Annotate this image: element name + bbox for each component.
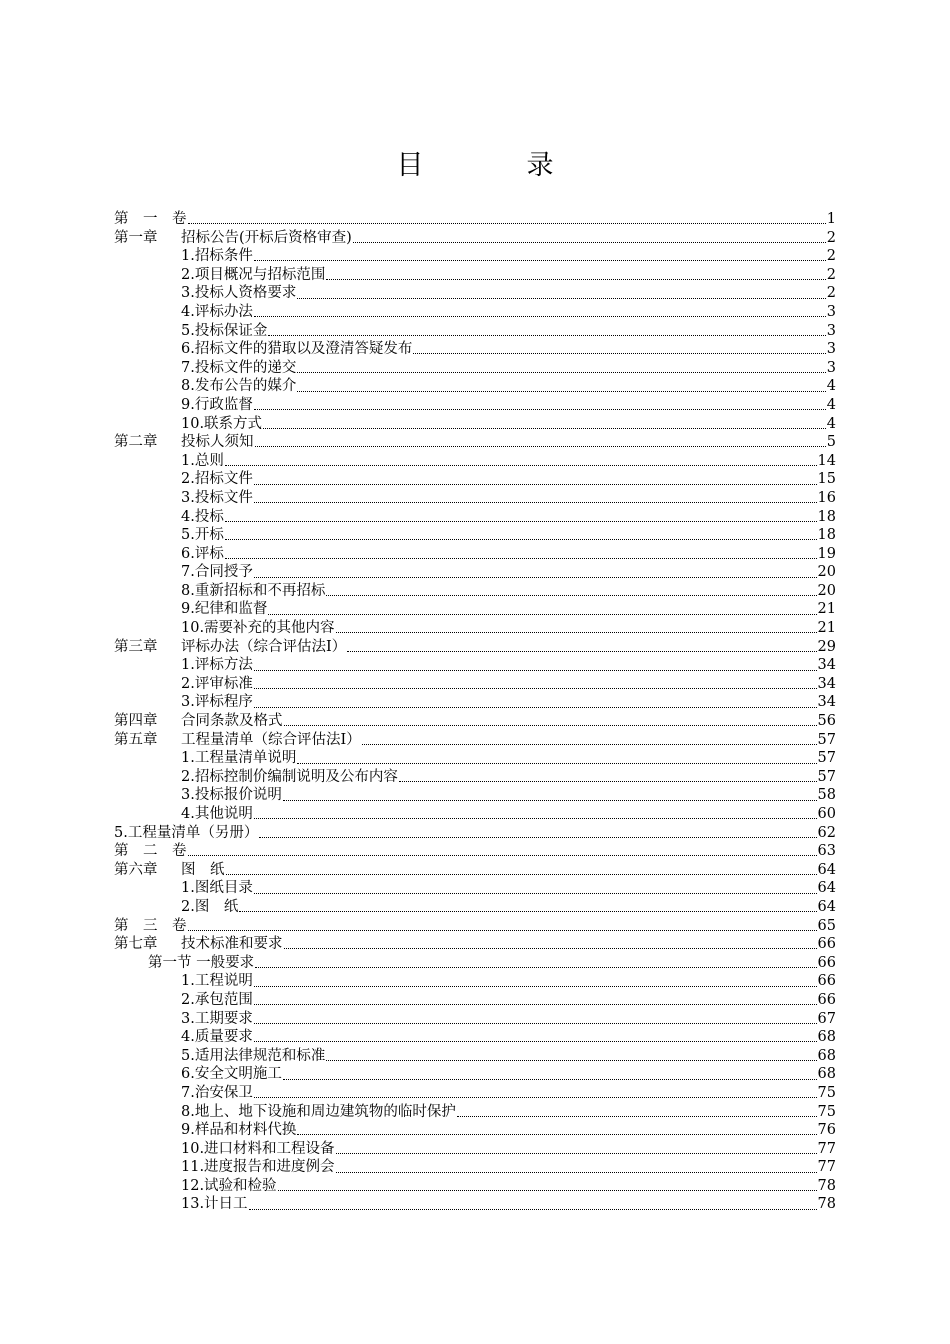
dot-leader [255,957,816,969]
toc-page-number: 57 [817,731,836,748]
dot-leader [268,604,816,616]
toc-entry-title: 2.评审标准 [181,675,253,692]
toc-entry[interactable] [114,1158,836,1177]
toc-entry-label [181,693,253,712]
toc-entry-title: 1.评标方法 [181,657,253,674]
dot-leader [297,1124,816,1136]
toc-entry-label [181,1158,335,1177]
toc-entry-label [181,396,253,415]
toc-entry-title: 招标公告(开标后资格审查) [181,229,352,246]
toc-entry-label [114,433,254,452]
toc-entry-label [181,898,238,917]
toc-entry-label [114,229,352,248]
toc-entry[interactable] [114,1103,836,1122]
toc-entry-label [181,1195,248,1214]
toc-page-number: 15 [817,471,836,488]
toc-entry[interactable] [114,1084,836,1103]
dot-leader [254,697,817,709]
toc-entry-label [181,582,325,601]
toc-entry-label [114,210,187,229]
toc-entry[interactable] [114,508,836,527]
toc-entry[interactable] [114,954,836,973]
dot-leader [254,994,817,1006]
toc-entry-label [181,377,296,396]
toc-page-number: 2 [826,266,836,283]
toc-page-number: 63 [817,843,836,860]
toc-page-number: 65 [817,917,836,934]
toc-page-number: 66 [817,973,836,990]
toc-entry-label [181,508,224,527]
toc-entry-title: 6.安全文明施工 [181,1066,282,1083]
dot-leader [254,567,817,579]
toc-chapter-number: 第 一 卷 [114,211,187,227]
toc-entry-label [181,879,253,898]
dot-leader [254,492,817,504]
dot-leader [336,1143,817,1155]
toc-entry[interactable] [114,452,836,471]
toc-entry-title: 2.项目概况与招标范围 [181,266,326,283]
toc-entry[interactable] [114,545,836,564]
toc-entry-title: 1.工程说明 [181,973,253,990]
dot-leader [226,864,817,876]
dot-leader [188,213,826,225]
toc-entry[interactable] [114,1121,836,1140]
toc-page-number: 2 [826,285,836,302]
dot-leader [362,734,817,746]
toc-entry-label [181,1010,253,1029]
toc-page-number: 2 [826,229,836,246]
toc-entry-title: 5.适用法律规范和标准 [181,1047,326,1064]
toc-entry[interactable] [114,1140,836,1159]
toc-entry-title: 5.开标 [181,527,224,544]
toc-entry[interactable] [114,526,836,545]
toc-entry-title: 3.投标人资格要求 [181,285,297,302]
toc-entry-label [181,972,253,991]
toc-entry-title: 9.行政监督 [181,396,253,413]
toc-entry-label [181,526,224,545]
toc-page-number: 76 [817,1122,836,1139]
toc-entry-title: 3.评标程序 [181,694,253,711]
page-title: 目 录 [396,150,592,181]
toc-page-number: 18 [817,527,836,544]
toc-entry-title: 13.计日工 [181,1196,248,1213]
toc-page-number: 21 [817,601,836,618]
dot-leader [326,585,816,597]
toc-page-number: 18 [817,508,836,525]
toc-page-number: 64 [817,880,836,897]
toc-entry-title: 7.治安保卫 [181,1084,253,1101]
toc-entry[interactable] [114,861,836,880]
toc-entry-title: 4.其他说明 [181,806,253,822]
toc-entry-label [181,675,253,694]
toc-entry-title: 2.招标文件 [181,471,253,488]
toc-page-number: 78 [817,1177,836,1194]
toc-entry-title: 8.重新招标和不再招标 [181,582,326,599]
toc-page-number: 58 [817,787,836,804]
dot-leader [239,901,816,913]
dot-leader [255,436,826,448]
toc-entry-label [114,824,258,843]
toc-entry-title: 4.评标办法 [181,303,253,320]
toc-page-number: 34 [817,657,836,674]
dot-leader [254,1013,817,1025]
toc-entry[interactable] [114,898,836,917]
toc-entry[interactable] [114,638,836,657]
dot-leader [259,827,816,839]
toc-entry-label [181,359,296,378]
toc-entry-title: 12.试验和检验 [181,1177,277,1194]
toc-entry-label [181,749,296,768]
toc-page-number: 60 [817,806,836,822]
toc-entry-label [181,322,267,341]
toc-chapter-number: 第三章 [114,638,158,655]
toc-page-number: 5 [826,434,836,451]
toc-page-number: 16 [817,489,836,506]
toc-entry-title: 图 纸 [181,861,225,878]
toc-page-number: 57 [817,768,836,785]
dot-leader [413,343,825,355]
toc-page-number: 4 [826,415,836,432]
toc-entry-title: 9.样品和材料代换 [181,1122,297,1139]
dot-leader [326,269,825,281]
toc-entry-label [181,1121,296,1140]
toc-entry[interactable] [114,229,836,248]
toc-page-number: 3 [826,303,836,320]
toc-chapter-number: 第六章 [114,861,158,878]
toc-entry-title: 3.投标文件 [181,489,253,506]
toc-entry-title: 10.进口材料和工程设备 [181,1140,335,1157]
dot-leader [254,306,826,318]
toc-page-number: 19 [817,545,836,562]
toc-page-number: 68 [817,1029,836,1046]
toc-entry-title: 8.地上、地下设施和周边建筑物的临时保护 [181,1103,456,1120]
toc-entry-label [181,470,253,489]
toc-entry[interactable] [114,917,836,936]
dot-leader [353,232,826,244]
toc-chapter-number: 第 三 卷 [114,917,187,934]
toc-entry-label [114,712,283,731]
dot-leader [254,808,817,820]
dot-leader [254,883,817,895]
toc-entry-label [181,266,325,285]
toc-entry-label [114,842,187,861]
toc-entry-title: 第一节 一般要求 [148,954,255,971]
toc-entry[interactable] [114,247,836,266]
dot-leader [457,1106,817,1118]
toc-entry-title: 4.质量要求 [181,1029,253,1046]
toc-entry-title: 合同条款及格式 [181,713,283,730]
toc-entry-title: 投标人须知 [181,434,254,451]
dot-leader [225,511,817,523]
dot-leader [326,1050,816,1062]
toc-page-number: 68 [817,1066,836,1083]
toc-entry-title: 1.工程量清单说明 [181,750,297,767]
toc-entry-label [181,545,224,564]
dot-leader [254,1031,817,1043]
toc-entry-label [181,340,412,359]
toc-entry[interactable] [114,563,836,582]
toc-entry-title: 6.招标文件的猎取以及澄清答疑发布 [181,341,413,358]
toc-entry[interactable] [114,433,836,452]
toc-entry-title: 8.发布公告的媒介 [181,378,297,395]
toc-entry-title: 2.招标控制价编制说明及公布内容 [181,768,398,785]
dot-leader [254,474,817,486]
toc-entry-label [114,861,225,880]
dot-leader [254,250,826,262]
toc-entry-title: 1.总则 [181,452,224,469]
toc-entry-title: 评标办法（综合评估法Ⅰ） [181,638,347,655]
toc-page-number: 67 [817,1010,836,1027]
dot-leader [225,529,817,541]
toc-entry-label [181,991,253,1010]
dot-leader [399,771,817,783]
toc-entry-title: 3.投标报价说明 [181,787,282,804]
dot-leader [284,938,817,950]
toc-entry[interactable] [114,600,836,619]
toc-entry[interactable] [114,470,836,489]
toc-entry[interactable] [114,879,836,898]
toc-page-number: 77 [817,1140,836,1157]
toc-entry[interactable] [114,972,836,991]
dot-leader [297,362,825,374]
toc-entry-title: 5.工程量清单（另册） [114,824,259,841]
toc-chapter-number: 第五章 [114,731,158,748]
toc-entry[interactable] [114,693,836,712]
toc-page-number: 66 [817,954,836,971]
dot-leader [263,418,826,430]
toc-entry-title: 7.合同授予 [181,564,253,581]
toc-entry[interactable] [114,582,836,601]
toc-entry-label [181,1140,335,1159]
dot-leader [254,678,817,690]
dot-leader [283,790,817,802]
toc-page-number: 75 [817,1103,836,1120]
toc-page-number: 68 [817,1047,836,1064]
toc-entry-title: 10.需要补充的其他内容 [181,620,335,637]
toc-entry[interactable] [114,340,836,359]
dot-leader [278,1180,817,1192]
toc-entry-label [181,563,253,582]
toc-entry[interactable] [114,1065,836,1084]
toc-entry-label [181,247,253,266]
dot-leader [254,660,817,672]
toc-entry-label [181,619,335,638]
toc-entry[interactable] [114,1028,836,1047]
toc-entry[interactable] [114,619,836,638]
toc-entry[interactable] [114,824,836,843]
toc-page-number: 66 [817,936,836,953]
toc-page-number: 1 [826,211,836,227]
dot-leader [283,1069,817,1081]
toc-entry-label [181,303,253,322]
toc-entry-label [181,1047,325,1066]
dot-leader [336,1162,817,1174]
toc-entry-label [181,1028,253,1047]
toc-entry[interactable] [114,266,836,285]
toc-entry-title: 10.联系方式 [181,415,263,432]
toc-entry-title: 1.图纸目录 [181,880,253,897]
toc-page-number: 4 [826,378,836,395]
toc-entry[interactable] [114,805,836,824]
dot-leader [225,548,817,560]
dot-leader [297,288,825,300]
toc-entry-label [181,489,253,508]
toc-page-number: 64 [817,861,836,878]
toc-entry[interactable] [114,210,836,229]
toc-entry-label [181,768,398,787]
toc-entry-title: 11.进度报告和进度例会 [181,1159,335,1176]
toc-entry-title: 技术标准和要求 [181,936,283,953]
dot-leader [254,1087,817,1099]
toc-entry-label [181,1103,456,1122]
toc-entry[interactable] [114,675,836,694]
toc-entry-label [181,1084,253,1103]
toc-page-number: 20 [817,582,836,599]
toc-chapter-number: 第四章 [114,713,158,730]
toc-entry[interactable] [114,1177,836,1196]
toc-entry[interactable] [114,1010,836,1029]
toc-chapter-number: 第 二 卷 [114,843,187,860]
toc-page-number: 4 [826,396,836,413]
dot-leader [347,641,816,653]
dot-leader [225,455,817,467]
toc-page-number: 34 [817,675,836,692]
toc-entry[interactable] [114,935,836,954]
toc-entry-label [114,917,187,936]
toc-chapter-number: 第七章 [114,936,158,953]
table-of-contents [114,210,836,1214]
toc-entry[interactable] [114,749,836,768]
dot-leader [268,325,825,337]
toc-entry-label [148,954,254,973]
toc-entry[interactable] [114,322,836,341]
dot-leader [188,920,817,932]
toc-entry-label [181,656,253,675]
toc-entry-label [181,452,224,471]
toc-entry-label [181,1065,282,1084]
toc-entry[interactable] [114,377,836,396]
toc-entry-title: 6.评标 [181,545,224,562]
toc-entry-title: 9.纪律和监督 [181,601,268,618]
toc-entry[interactable] [114,359,836,378]
toc-entry[interactable] [114,1047,836,1066]
toc-entry-label [181,284,296,303]
dot-leader [284,715,817,727]
toc-entry-label [114,731,361,750]
dot-leader [336,622,817,634]
toc-page-number: 57 [817,750,836,767]
dot-leader [188,845,817,857]
toc-page-number: 34 [817,694,836,711]
toc-page-number: 75 [817,1084,836,1101]
toc-page-number: 62 [817,824,836,841]
dot-leader [297,381,825,393]
toc-page-number: 56 [817,713,836,730]
dot-leader [297,753,816,765]
toc-entry-label [181,600,267,619]
toc-page-number: 29 [817,638,836,655]
toc-entry[interactable] [114,656,836,675]
toc-entry[interactable] [114,712,836,731]
dot-leader [254,976,817,988]
toc-page-number: 14 [817,452,836,469]
toc-page-number: 64 [817,898,836,915]
toc-chapter-number: 第一章 [114,229,158,246]
toc-page-number: 3 [826,322,836,339]
toc-page-number: 21 [817,620,836,637]
toc-page-number: 78 [817,1196,836,1213]
toc-entry[interactable] [114,415,836,434]
toc-page-number: 20 [817,564,836,581]
toc-page-number: 66 [817,991,836,1008]
toc-entry[interactable] [114,489,836,508]
toc-page-number: 3 [826,341,836,358]
toc-entry-title: 工程量清单（综合评估法Ⅰ） [181,731,361,748]
toc-entry-title: 2.图 纸 [181,898,239,915]
toc-chapter-number: 第二章 [114,434,158,451]
toc-entry[interactable] [114,284,836,303]
toc-entry-label [181,1177,277,1196]
toc-entry[interactable] [114,786,836,805]
toc-entry-label [181,415,262,434]
toc-entry-title: 1.招标条件 [181,248,253,265]
toc-entry-label [181,805,253,824]
toc-entry[interactable] [114,303,836,322]
toc-entry-label [114,638,346,657]
toc-page-number: 3 [826,359,836,376]
toc-page-number: 2 [826,248,836,265]
toc-entry-title: 7.投标文件的递交 [181,359,297,376]
toc-entry-title: 4.投标 [181,508,224,525]
toc-page-number: 77 [817,1159,836,1176]
dot-leader [249,1199,817,1211]
toc-entry[interactable] [114,1195,836,1214]
dot-leader [254,399,826,411]
toc-entry-title: 3.工期要求 [181,1010,253,1027]
toc-entry[interactable] [114,991,836,1010]
toc-entry[interactable] [114,396,836,415]
toc-entry-label [181,786,282,805]
toc-entry-title: 2.承包范围 [181,991,253,1008]
toc-entry[interactable] [114,768,836,787]
toc-entry-title: 5.投标保证金 [181,322,268,339]
toc-entry-label [114,935,283,954]
toc-entry[interactable] [114,731,836,750]
toc-entry[interactable] [114,842,836,861]
